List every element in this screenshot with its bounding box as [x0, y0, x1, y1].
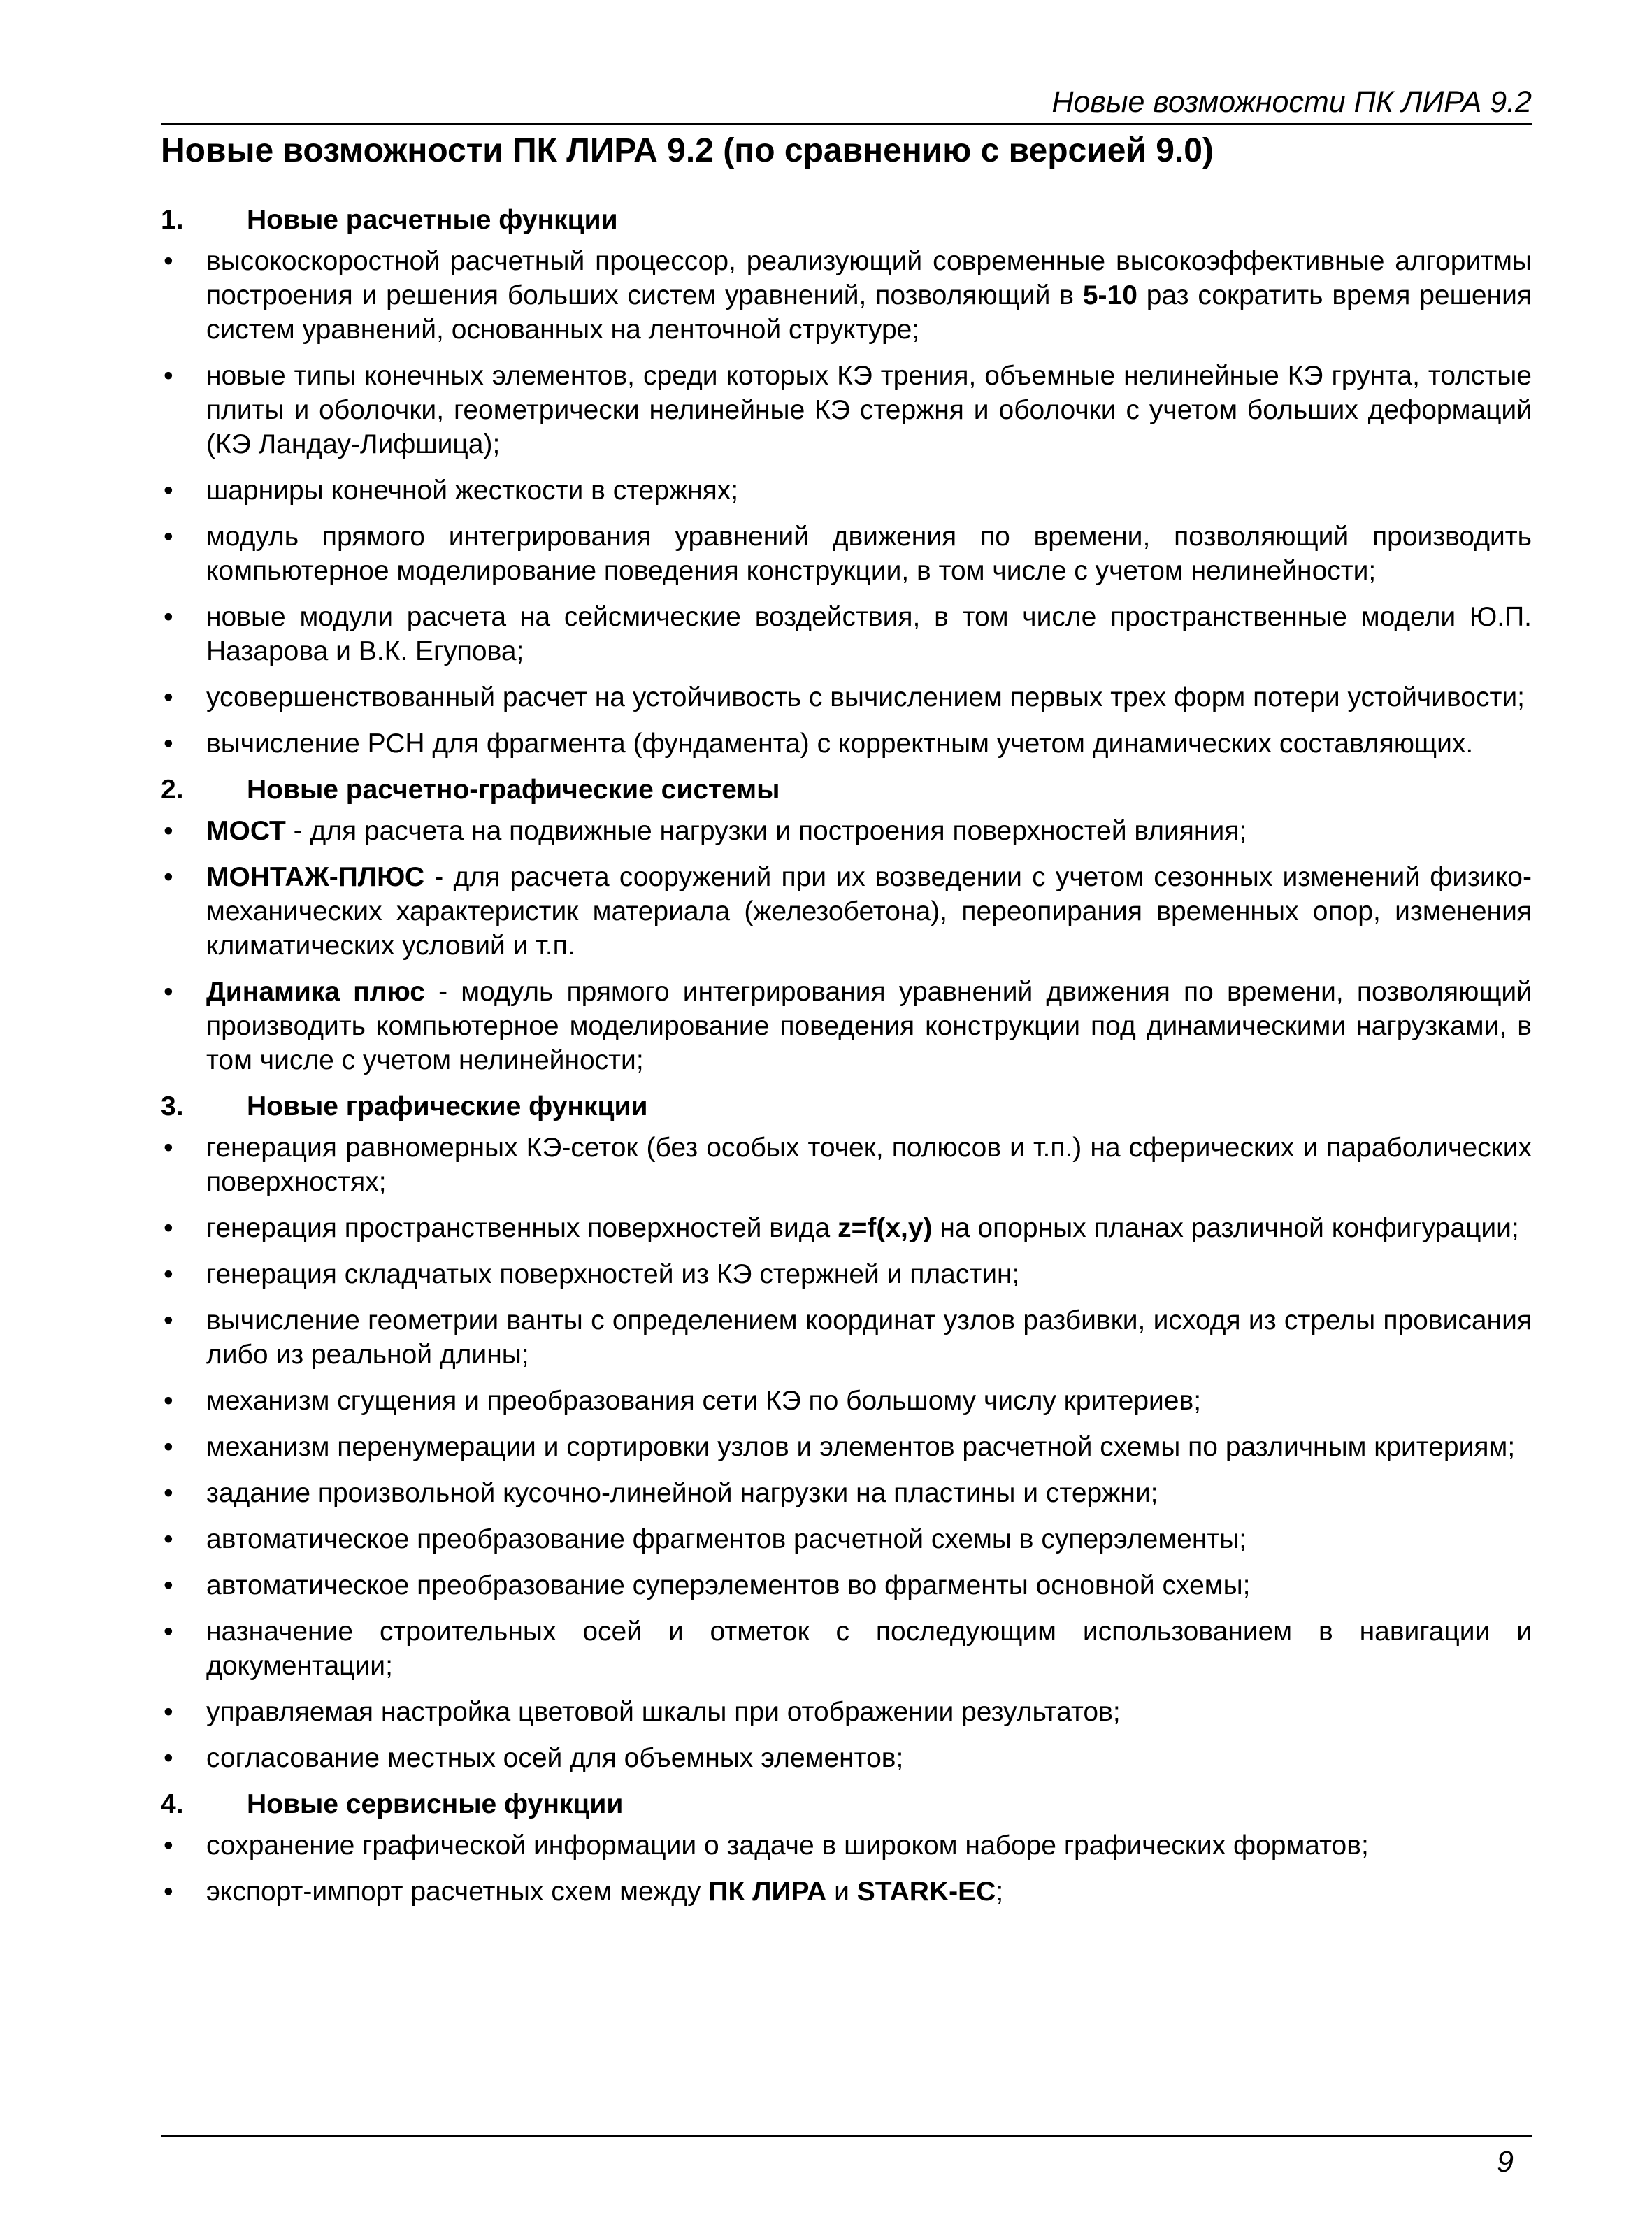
item-text: автоматическое преобразование фрагментов расчетной схемы в суперэлементы;	[206, 1524, 1247, 1554]
list-item	[161, 1384, 1532, 1418]
bullet-icon: •	[164, 522, 173, 552]
list-item	[161, 726, 1532, 761]
list-item	[161, 1828, 1532, 1863]
item-text: сохранение графической информации о задаче в широком наборе графических форматов;	[206, 1830, 1369, 1861]
list-item	[161, 1131, 1532, 1199]
list-item	[161, 1257, 1532, 1291]
list-item	[161, 1476, 1532, 1510]
document-body	[161, 203, 1532, 1921]
running-header: Новые возможности ПК ЛИРА 9.2	[1051, 85, 1532, 119]
item-text: модуль прямого интегрирования уравнений движения по времени, позволяющий производить компьютерное моделирование поведения конструкции, в том числе с учетом нелинейности;	[206, 522, 1532, 586]
list-item	[161, 1568, 1532, 1603]
list-item	[161, 600, 1532, 668]
bullet-icon: •	[164, 1617, 173, 1647]
bullet-icon: •	[164, 1259, 173, 1289]
section-number: 3.	[161, 1091, 184, 1121]
list-item	[161, 244, 1532, 347]
section-heading-text: Новые расчетные функции	[247, 205, 618, 235]
item-text: генерация пространственных поверхностей вида	[206, 1213, 838, 1243]
list-item	[161, 1695, 1532, 1729]
item-text: вычисление геометрии ванты с определением координат узлов разбивки, исходя из стрелы провисания либо из реальной длины;	[206, 1305, 1532, 1370]
bullet-list	[161, 244, 1532, 761]
item-text: назначение строительных осей и отметок с последующим использованием в навигации и документации;	[206, 1617, 1532, 1681]
bullet-list	[161, 814, 1532, 1077]
bullet-list	[161, 1828, 1532, 1909]
list-item	[161, 1430, 1532, 1464]
section-heading-text: Новые сервисные функции	[247, 1789, 624, 1819]
item-bold-text: z=f(x,y)	[838, 1213, 933, 1243]
item-text: вычисление РСН для фрагмента (фундамента) с корректным учетом динамических составляющих.	[206, 729, 1474, 759]
list-item	[161, 1614, 1532, 1683]
section-heading-text: Новые графические функции	[247, 1091, 648, 1121]
list-item	[161, 814, 1532, 848]
section-number: 4.	[161, 1789, 184, 1819]
bullet-list	[161, 1131, 1532, 1775]
item-text: высокоскоростной расчетный процессор, реализующий современные высокоэффективные алгоритмы построения и решения больших систем уравнений, позволяющий в	[206, 246, 1532, 310]
list-item	[161, 473, 1532, 508]
item-bold-text: МОСТ	[206, 816, 286, 846]
list-item	[161, 680, 1532, 715]
item-text: управляемая настройка цветовой шкалы при отображении результатов;	[206, 1697, 1121, 1727]
item-text: раз сократить время решения систем уравнений, основанных на ленточной структуре;	[206, 280, 1532, 345]
item-bold-text: ПК ЛИРА	[708, 1877, 827, 1907]
item-text: - модуль прямого интегрирования уравнений движения по времени, позволяющий производить компьютерное моделирование поведения конструкции под динамическими нагрузками, в том числе с учетом нелинейности;	[206, 977, 1532, 1075]
list-item	[161, 519, 1532, 588]
bullet-icon: •	[164, 682, 173, 712]
item-text: согласование местных осей для объемных элементов;	[206, 1743, 904, 1773]
bullet-icon: •	[164, 475, 173, 506]
bullet-icon: •	[164, 1524, 173, 1554]
section-number: 2.	[161, 775, 184, 805]
bullet-icon: •	[164, 729, 173, 759]
footer-rule	[161, 2135, 1532, 2137]
bullet-icon: •	[164, 977, 173, 1007]
item-text: экспорт-импорт расчетных схем между	[206, 1877, 709, 1907]
header-rule	[161, 123, 1532, 125]
section-number: 1.	[161, 205, 184, 235]
bullet-icon: •	[164, 1877, 173, 1907]
bullet-icon: •	[164, 1432, 173, 1462]
item-bold-text: STARK-ЕС	[856, 1877, 996, 1907]
bullet-icon: •	[164, 1478, 173, 1508]
section-heading	[161, 1089, 1532, 1124]
bullet-icon: •	[164, 1213, 173, 1243]
item-text: и	[826, 1877, 857, 1907]
item-bold-text: Динамика плюс	[206, 977, 425, 1007]
bullet-icon: •	[164, 816, 173, 846]
item-text: автоматическое преобразование суперэлементов во фрагменты основной схемы;	[206, 1570, 1251, 1600]
list-item	[161, 1303, 1532, 1372]
item-bold-text: 5-10	[1082, 280, 1137, 310]
item-text: новые модули расчета на сейсмические воздействия, в том числе пространственные модели Ю.П. Назарова и В.К. Егупова;	[206, 602, 1532, 666]
bullet-icon: •	[164, 1133, 173, 1163]
page-title: Новые возможности ПК ЛИРА 9.2 (по сравнению с версией 9.0)	[161, 132, 1214, 169]
bullet-icon: •	[164, 1697, 173, 1727]
list-item	[161, 1875, 1532, 1909]
item-text: на опорных планах различной конфигурации;	[932, 1213, 1519, 1243]
list-item	[161, 1211, 1532, 1245]
item-text: - для расчета на подвижные нагрузки и построения поверхностей влияния;	[285, 816, 1247, 846]
bullet-icon: •	[164, 1386, 173, 1416]
bullet-icon: •	[164, 361, 173, 391]
item-text: новые типы конечных элементов, среди которых КЭ трения, объемные нелинейные КЭ грунта, толстые плиты и оболочки, геометрически нелинейные КЭ стержня и оболочки с учетом больших деформаций (КЭ Ландау-Лифшица);	[206, 361, 1532, 459]
item-bold-text: МОНТАЖ-ПЛЮС	[206, 862, 425, 892]
item-text: - для расчета сооружений при их возведении с учетом сезонных изменений физико-механических характеристик материала (железобетона), переопирания временных опор, изменения климатических условий и т.п.	[206, 862, 1532, 961]
section-heading	[161, 203, 1532, 237]
item-text: механизм сгущения и преобразования сети КЭ по большому числу критериев;	[206, 1386, 1202, 1416]
page-number: 9	[1497, 2145, 1514, 2179]
section-heading	[161, 1787, 1532, 1821]
bullet-icon: •	[164, 1743, 173, 1773]
bullet-icon: •	[164, 602, 173, 632]
item-text: ;	[996, 1877, 1004, 1907]
bullet-icon: •	[164, 246, 173, 276]
section-heading-text: Новые расчетно-графические системы	[247, 775, 780, 805]
bullet-icon: •	[164, 1570, 173, 1600]
section-heading	[161, 773, 1532, 807]
item-text: генерация складчатых поверхностей из КЭ стержней и пластин;	[206, 1259, 1020, 1289]
item-text: шарниры конечной жесткости в стержнях;	[206, 475, 739, 506]
list-item	[161, 1522, 1532, 1556]
item-text: генерация равномерных КЭ-сеток (без особых точек, полюсов и т.п.) на сферических и параболических поверхностях;	[206, 1133, 1532, 1197]
bullet-icon: •	[164, 1830, 173, 1861]
list-item	[161, 975, 1532, 1077]
item-text: усовершенствованный расчет на устойчивость с вычислением первых трех форм потери устойчивости;	[206, 682, 1525, 712]
item-text: механизм перенумерации и сортировки узлов и элементов расчетной схемы по различным критериям;	[206, 1432, 1516, 1462]
bullet-icon: •	[164, 1305, 173, 1335]
bullet-icon: •	[164, 862, 173, 892]
item-text: задание произвольной кусочно-линейной нагрузки на пластины и стержни;	[206, 1478, 1158, 1508]
list-item	[161, 1741, 1532, 1775]
list-item	[161, 359, 1532, 461]
list-item	[161, 860, 1532, 963]
